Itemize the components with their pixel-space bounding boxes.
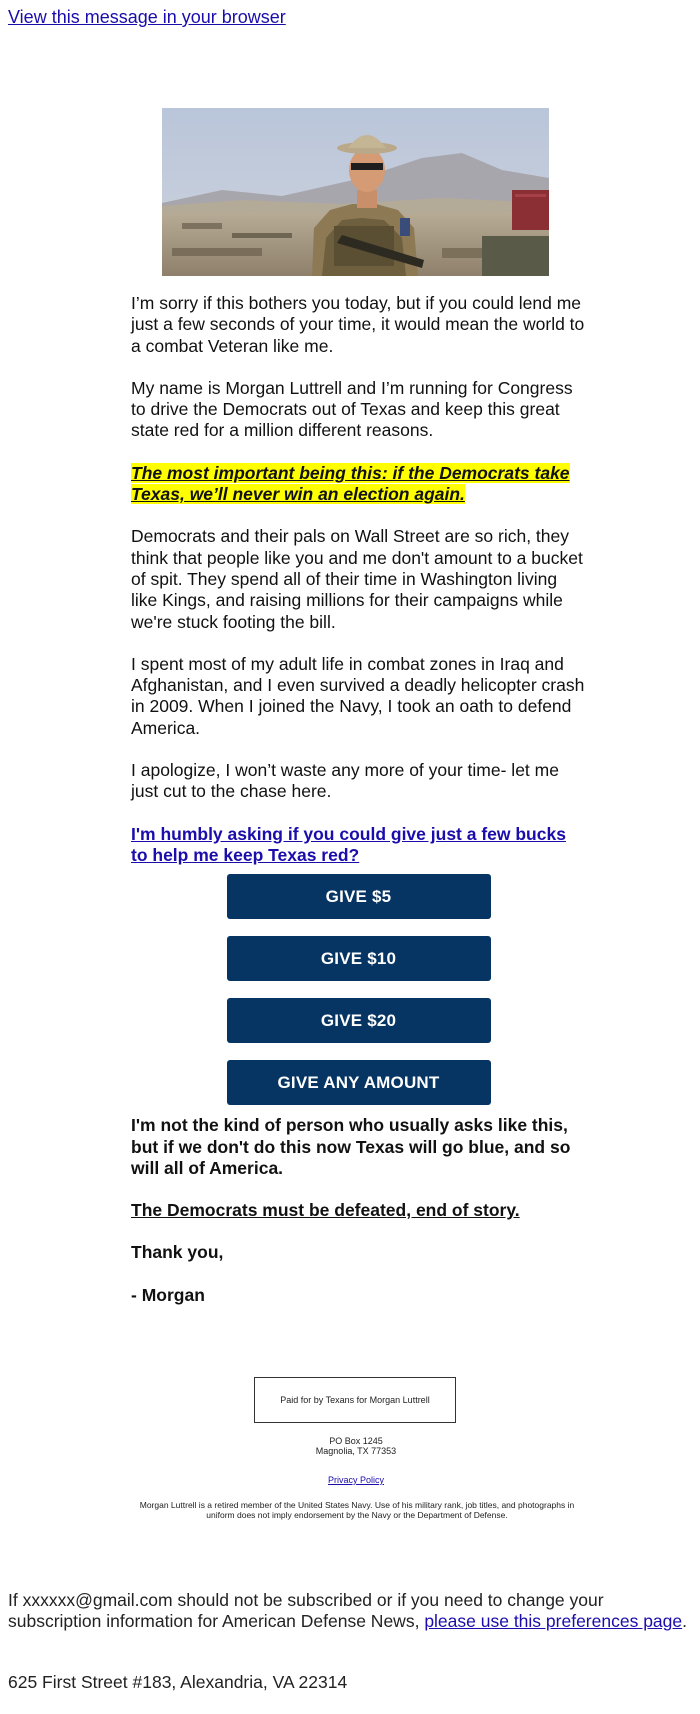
unsubscribe-text: If xxxxxx@gmail.com should not be subscribed or if you need to change your subscription information for American Defense News, (8, 1590, 604, 1631)
closing-paragraph: I'm not the kind of person who usually asks like this, but if we don't do this now Texas will go blue, and so will all of America. (131, 1115, 571, 1178)
donation-buttons (131, 874, 586, 1115)
defeat-statement: The Democrats must be defeated, end of story. (131, 1200, 520, 1221)
soldier-photo (162, 108, 549, 276)
address-line-2: Magnolia, TX 77353 (315, 1446, 397, 1456)
unsubscribe-notice (8, 1590, 688, 1632)
street-address: 625 First Street #183, Alexandria, VA 22314 (8, 1672, 348, 1692)
highlight-paragraph (131, 463, 586, 506)
paid-for-box (254, 1377, 456, 1423)
hero-image (162, 108, 549, 276)
privacy-policy-wrap (131, 1475, 581, 1485)
message-body (131, 293, 586, 1327)
preferences-page-link[interactable]: please use this preferences page (424, 1611, 683, 1631)
donation-ask-link[interactable]: I'm humbly asking if you could give just a few bucks to help me keep Texas red? (131, 823, 566, 865)
signature: - Morgan (131, 1284, 205, 1305)
privacy-policy-link[interactable]: Privacy Policy (327, 1475, 384, 1485)
apology-paragraph: I apologize, I won’t waste any more of your time- let me just cut to the chase here. (131, 760, 559, 802)
paid-for-text: Paid for by Texans for Morgan Luttrell (280, 1395, 430, 1405)
thanks-text: Thank you, (131, 1242, 224, 1263)
unsubscribe-end: . (682, 1611, 687, 1631)
address-line-1: PO Box 1245 (329, 1436, 383, 1446)
view-in-browser-link[interactable]: View this message in your browser (8, 7, 286, 27)
intro-paragraph: I’m sorry if this bothers you today, but if you could lend me just a few seconds of your time, it would mean the world to a combat Veteran like me. (131, 293, 585, 356)
mailing-address (131, 1436, 581, 1456)
give-20-button[interactable]: GIVE $20 (227, 998, 491, 1043)
give-10-button[interactable]: GIVE $10 (227, 936, 491, 981)
give-any-amount-button[interactable]: GIVE ANY AMOUNT (227, 1060, 491, 1105)
highlight-text: The most important being this: if the Democrats take Texas, we’ll never win an election again. (131, 462, 570, 505)
name-paragraph: My name is Morgan Luttrell and I’m running for Congress to drive the Democrats out of Texas and keep this great state red for a million different reasons. (131, 377, 573, 441)
give-5-button[interactable]: GIVE $5 (227, 874, 491, 919)
service-paragraph: I spent most of my adult life in combat zones in Iraq and Afghanistan, and I even survived a deadly helicopter crash in 2009. When I joined the Navy, I took an oath to defend America. (131, 653, 585, 738)
military-disclaimer: Morgan Luttrell is a retired member of the United States Navy. Use of his military rank, job titles, and photographs in uniform does not imply endorsement by the Navy or the Department of Defense. (139, 1500, 575, 1520)
wallstreet-paragraph: Democrats and their pals on Wall Street are so rich, they think that people like you and me don't amount to a bucket of spit. They spend all of their time in Washington living like Kings, and raising millions for their campaigns while we're stuck footing the bill. (131, 526, 583, 632)
